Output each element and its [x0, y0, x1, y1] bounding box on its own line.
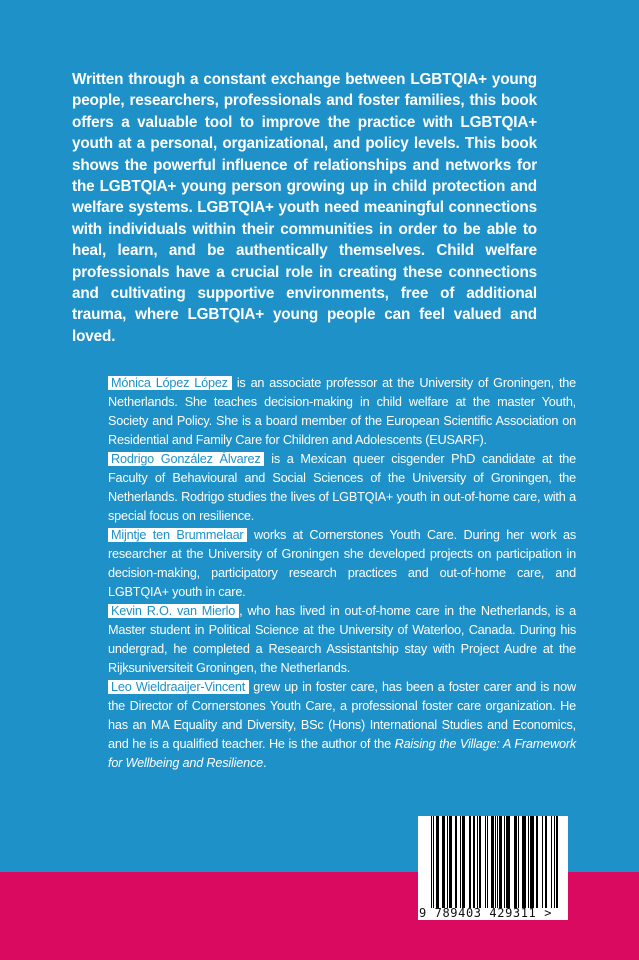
back-cover-blurb: Written through a constant exchange between LGBTQIA+ young people, researchers, professionals and foster families, this book offers a valuable tool to improve the practice with LGBTQIA+ youth at a personal, organizational, and policy levels. This book shows the powerful influence of relationships and networks for the LGBTQIA+ young person growing up in child protection and welfare systems. LGBTQIA+ youth need meaningful connections with individuals within their communities in order to be able to heal, learn, and be authentically themselves. Child welfare professionals have a crucial role in creating these connections and cultivating supportive environments, free of additional trauma, where LGBTQIA+ young people can feel valued and loved.: [72, 71, 537, 345]
author-name: Rodrigo González Álvarez: [108, 452, 264, 466]
author-name: Kevin R.O. van Mierlo: [108, 604, 239, 618]
barcode-bars-icon: [431, 816, 558, 908]
author-bio-text: is an associate professor at the University of Groningen, the Netherlands. She teaches decision-making in child welfare at the master Youth, Society and Policy. She is a board member of the European Scientific Association on Residential and Family Care for Children and Adolescents (EUSARF).: [108, 376, 576, 447]
author-bio: [108, 526, 576, 602]
book-title: Raising the Village: A Framework for Wellbeing and Resilience: [108, 737, 577, 770]
author-bio-text: is a Mexican queer cisgender PhD candidate at the Faculty of Behavioural and Social Sciences of the University of Groningen, the Netherlands. Rodrigo studies the lives of LGBTQIA+ youth in out-of-home care, with a special focus on resilience.: [108, 452, 576, 523]
author-bio: [108, 602, 576, 678]
barcode-digits: 9 789403 429311 >: [419, 906, 553, 920]
author-bio: [108, 450, 576, 526]
author-bio-text: , who has lived in out-of-home care in the Netherlands, is a Master student in Political Science at the University of Waterloo, Canada. During his undergrad, he completed a Research Assistantship stay with Project Audre at the Rijksuniversiteit Groningen, the Netherlands.: [108, 604, 576, 675]
author-bios: [108, 374, 576, 773]
author-name: Leo Wieldraaijer-Vincent: [108, 680, 249, 694]
author-name: Mónica López López: [108, 376, 232, 390]
author-bio-text: grew up in foster care, has been a foster carer and is now the Director of Cornerstones Youth Care, a professional foster care organization. He has an MA Equality and Diversity, BSc (Hons) International Studies and Economics, and he is a qualified teacher. He is the author of the: [108, 680, 576, 751]
author-bio: [108, 678, 576, 773]
author-bio: [108, 374, 576, 450]
author-name: Mijntje ten Brummelaar: [108, 528, 247, 542]
author-bio-text: works at Cornerstones Youth Care. During her work as researcher at the University of Groningen she developed projects on participation in decision-making, participatory research practices and out-of-home care, and LGBTQIA+ youth in care.: [108, 528, 577, 599]
isbn-barcode: [418, 816, 568, 920]
author-bio-end: .: [262, 756, 267, 770]
